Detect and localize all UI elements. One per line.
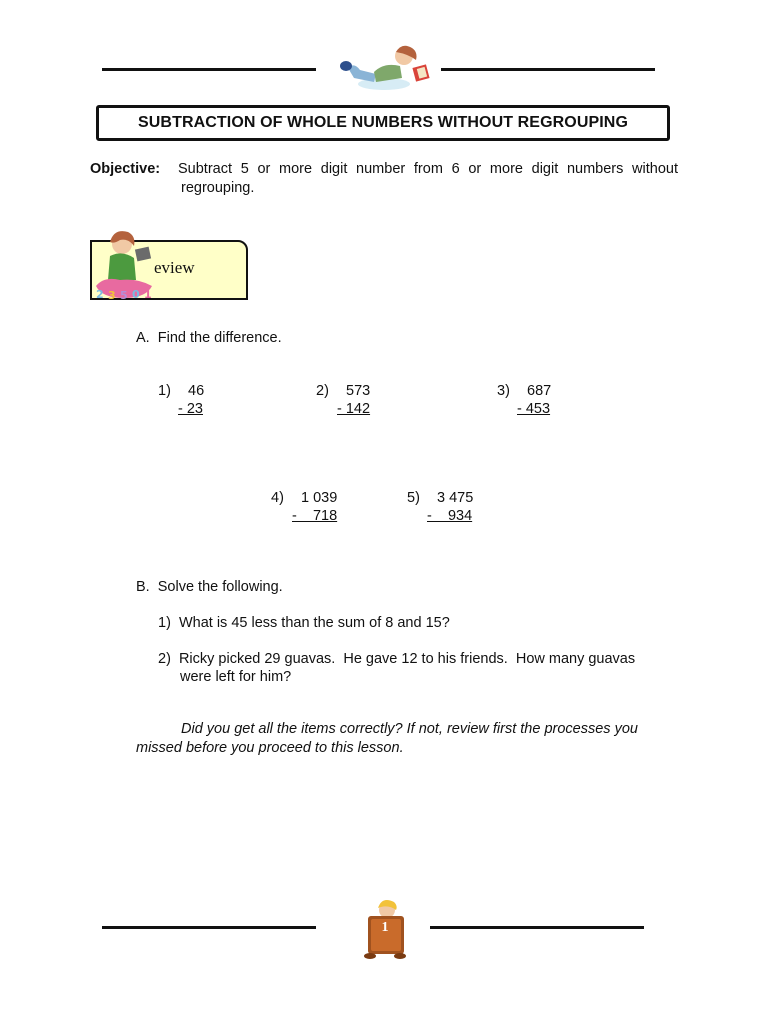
- svg-text:2: 2: [96, 288, 104, 301]
- problem-4-subtrahend: - 718: [292, 508, 338, 524]
- problem-2-minuend: 573: [346, 383, 371, 399]
- reading-girl-illustration: [334, 42, 434, 94]
- title-box: [96, 105, 670, 141]
- header-rule-left: [102, 68, 316, 71]
- section-b-question-1: 1) What is 45 less than the sum of 8 and 15?: [158, 615, 450, 631]
- review-label: eview: [154, 258, 195, 277]
- section-b-question-2-line-2: were left for him?: [180, 669, 292, 685]
- problem-1-number: 1): [158, 383, 171, 399]
- svg-text:0: 0: [132, 288, 140, 301]
- problem-5-number: 5): [407, 490, 420, 506]
- closing-note-line-2: missed before you proceed to this lesson.: [136, 740, 404, 756]
- section-a-heading: A. Find the difference.: [136, 330, 282, 346]
- footer-rule-left: [102, 926, 316, 929]
- section-b-heading: B. Solve the following.: [136, 579, 283, 595]
- page-number: 1: [381, 920, 389, 935]
- page-title: SUBTRACTION OF WHOLE NUMBERS WITHOUT REGROUPING: [137, 114, 628, 131]
- problem-3-number: 3): [497, 383, 510, 399]
- problem-1-minuend: 46: [188, 383, 205, 399]
- objective-line-1: Subtract 5 or more digit number from 6 or more digit numbers without: [178, 161, 678, 177]
- problem-5-minuend: 3 475: [437, 490, 474, 506]
- problem-3-minuend: 687: [527, 383, 552, 399]
- section-b-question-2-line-1: 2) Ricky picked 29 guavas. He gave 12 to his friends. How many guavas: [158, 651, 636, 667]
- problem-2-number: 2): [316, 383, 329, 399]
- problem-4-minuend: 1 039: [301, 490, 338, 506]
- svg-text:5: 5: [120, 289, 128, 302]
- problem-5-subtrahend: - 934: [427, 508, 473, 524]
- header-rule-right: [441, 68, 655, 71]
- footer-rule-right: [430, 926, 644, 929]
- problem-1-subtrahend: - 23: [178, 401, 203, 417]
- problem-4-number: 4): [271, 490, 284, 506]
- svg-text:1: 1: [144, 288, 152, 301]
- problem-2-subtrahend: - 142: [337, 401, 371, 417]
- girl-with-book-illustration: [92, 228, 158, 302]
- closing-note-line-1: Did you get all the items correctly? If not, review first the processes you: [181, 721, 638, 737]
- svg-text:3: 3: [108, 289, 116, 302]
- objective-label: Objective:: [90, 161, 161, 177]
- problem-3-subtrahend: - 453: [517, 401, 551, 417]
- objective-line-2: regrouping.: [181, 180, 255, 196]
